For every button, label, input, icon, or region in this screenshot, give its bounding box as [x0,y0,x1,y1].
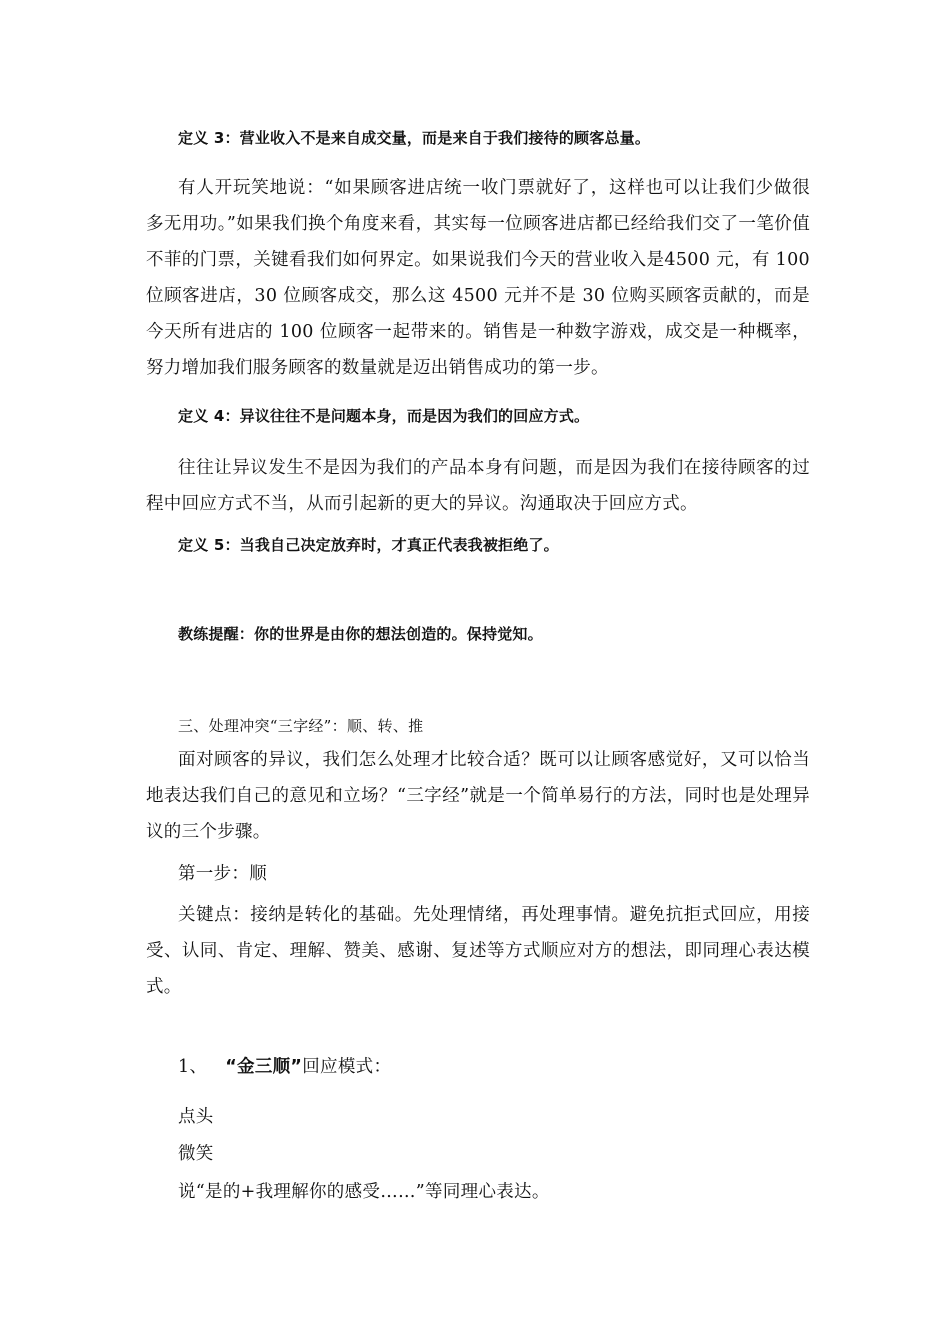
coach-reminder-heading: 教练提醒：你的世界是由你的想法创造的。保持觉知。 [178,625,543,643]
mode-item-nod: 点头 [178,1107,214,1127]
section-3-title: 三、处理冲突“三字经”：顺、转、推 [178,717,424,735]
step-1-title: 第一步：顺 [178,864,267,884]
mode-suffix: 回应模式： [302,1057,392,1077]
mode-heading [178,1055,818,1079]
mode-number: 1、 [178,1057,208,1077]
definition-4-heading: 定义 4：异议往往不是问题本身，而是因为我们的回应方式。 [178,407,590,425]
mode-item-smile: 微笑 [178,1144,214,1164]
mode-item-say: 说“是的+我理解你的感受……”等同理心表达。 [178,1182,550,1202]
section-3-body: 面对顾客的异议，我们怎么处理才比较合适？既可以让顾客感觉好，又可以恰当地表达我们自己的意见和立场？“三字经”就是一个简单易行的方法，同时也是处理异议的三个步骤。 [146,750,810,842]
definition-3-heading: 定义 3：营业收入不是来自成交量，而是来自于我们接待的顾客总量。 [178,129,651,147]
step-1-body: 关键点：接纳是转化的基础。先处理情绪，再处理事情。避免抗拒式回应，用接受、认同、肯定、理解、赞美、感谢、复述等方式顺应对方的想法，即同理心表达模式。 [146,905,810,997]
definition-4-body: 往往让异议发生不是因为我们的产品本身有问题，而是因为我们在接待顾客的过程中回应方式不当，从而引起新的更大的异议。沟通取决于回应方式。 [146,458,810,514]
definition-5-heading: 定义 5：当我自己决定放弃时，才真正代表我被拒绝了。 [178,536,559,554]
mode-name: “金三顺” [225,1057,303,1077]
definition-3-body: 有人开玩笑地说：“如果顾客进店统一收门票就好了，这样也可以让我们少做很多无用功。”如果我们换个角度来看，其实每一位顾客进店都已经给我们交了一笔价值不菲的门票，关键看我们如何界定。如果说我们今天的营业收入是4500 元，有 100 位顾客进店，30 位顾客成交，那么这 4500 元并不是 30 位购买顾客贡献的，而是今天所有进店的 100 位顾客一起带来的。销售是一种数字游戏，成交是一种概率，努力增加我们服务顾客的数量就是迈出销售成功的第一步。 [146,178,810,378]
